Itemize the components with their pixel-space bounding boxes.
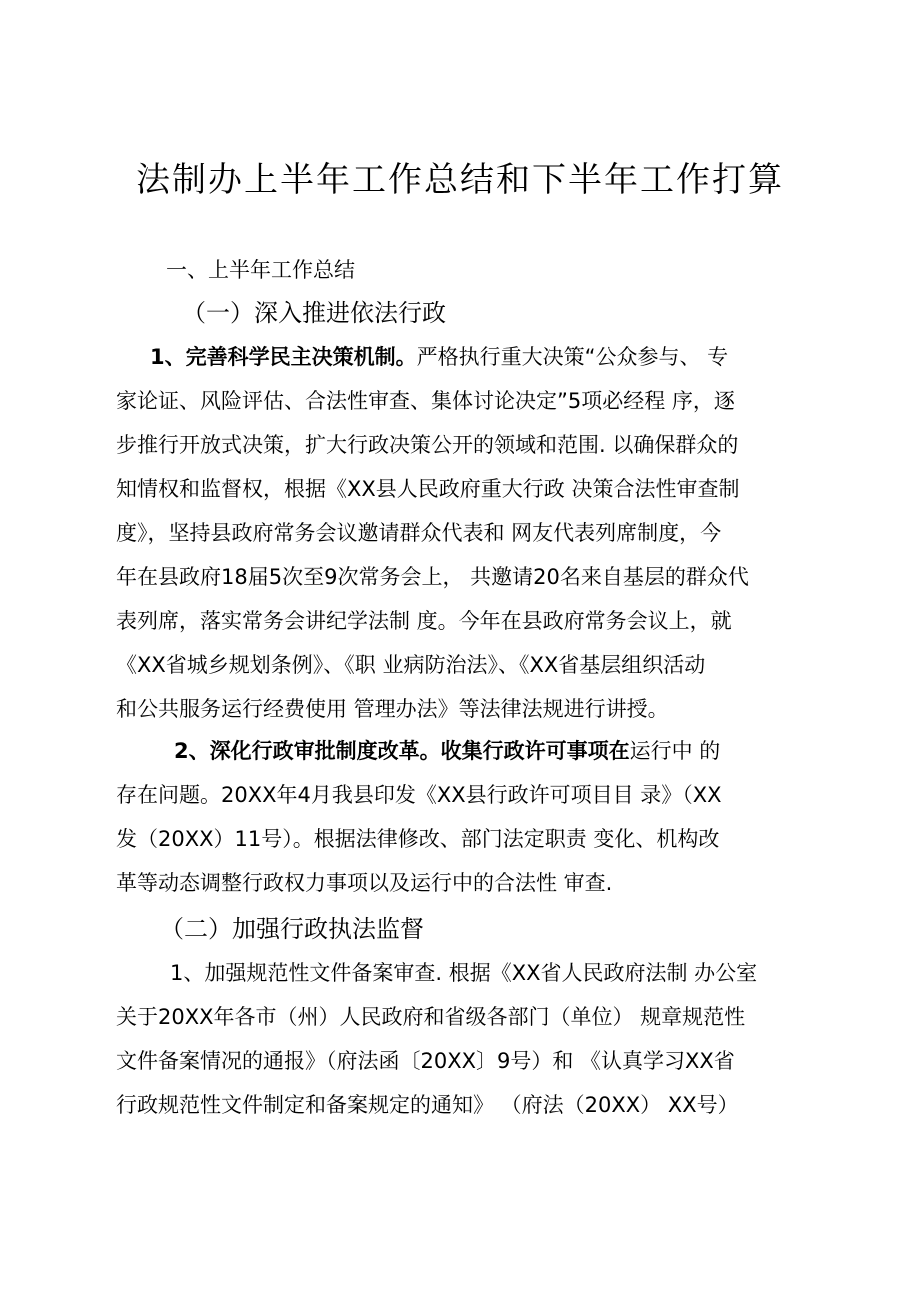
paragraph-2-text: 运行中 的 xyxy=(629,739,721,763)
paragraph-1-lead: 1、完善科学民主决策机制。 xyxy=(150,345,417,369)
paragraph-3-line-4: 行政规范性文件制定和备案规定的通知》 （府法（20XX） XX号） xyxy=(116,1093,739,1117)
paragraph-3-line-2: 关于20XX年各市（州）人民政府和省级各部门（单位） 规章规范性 xyxy=(116,1005,746,1029)
paragraph-2-line-1 xyxy=(174,736,874,766)
paragraph-2-line-2: 存在问题。20XX年4月我县印发《XX县行政许可项目目 录》（XX xyxy=(116,783,722,807)
paragraph-2-line-3: 发（20XX）11号）。根据法律修改、部门法定职责 变化、机构改 xyxy=(116,827,720,851)
subsection-heading-2: （二）加强行政执法监督 xyxy=(160,915,424,943)
paragraph-1-text: 严格执行重大决策“公众参与、 专 xyxy=(416,345,729,369)
paragraph-1-line-3: 步推行开放式决策，扩大行政决策公开的领域和范围. 以确保群众的 xyxy=(116,433,739,457)
paragraph-1-line-9: 和公共服务运行经费使用 管理办法》等法律法规进行讲授。 xyxy=(116,697,669,721)
paragraph-3-line-1: 1、加强规范性文件备案审查. 根据《XX省人民政府法制 办公室 xyxy=(170,961,758,985)
document-title: 法制办上半年工作总结和下半年工作打算 xyxy=(136,160,784,200)
subsection-heading-1: （一）深入推进依法行政 xyxy=(182,299,446,327)
paragraph-1-line-4: 知情权和监督权，根据《XX县人民政府重大行政 决策合法性审查制 xyxy=(116,477,740,501)
paragraph-1-line-5: 度》，坚持县政府常务会议邀请群众代表和 网友代表列席制度，今 xyxy=(116,521,722,545)
paragraph-2-line-4: 革等动态调整行政权力事项以及运行中的合法性 审查. xyxy=(116,871,613,895)
paragraph-1-line-2: 家论证、风险评估、合法性审查、集体讨论决定”5项必经程 序，逐 xyxy=(116,389,735,413)
paragraph-3-line-3: 文件备案情况的通报》（府法函〔20XX〕9号）和 《认真学习XX省 xyxy=(116,1049,735,1073)
paragraph-2-lead: 2、深化行政审批制度改革。收集行政许可事项在 xyxy=(174,739,630,763)
paragraph-1-line-1 xyxy=(150,342,850,372)
paragraph-1-line-8: 《XX省城乡规划条例》、《职 业病防治法》、《XX省基层组织活动 xyxy=(116,653,706,677)
section-heading-1: 一、上半年工作总结 xyxy=(166,258,355,282)
paragraph-1-line-6: 年在县政府18届5次至9次常务会上， 共邀请20名来自基层的群众代 xyxy=(116,565,749,589)
paragraph-1-line-7: 表列席，落实常务会讲纪学法制 度。今年在县政府常务会议上，就 xyxy=(116,609,732,633)
